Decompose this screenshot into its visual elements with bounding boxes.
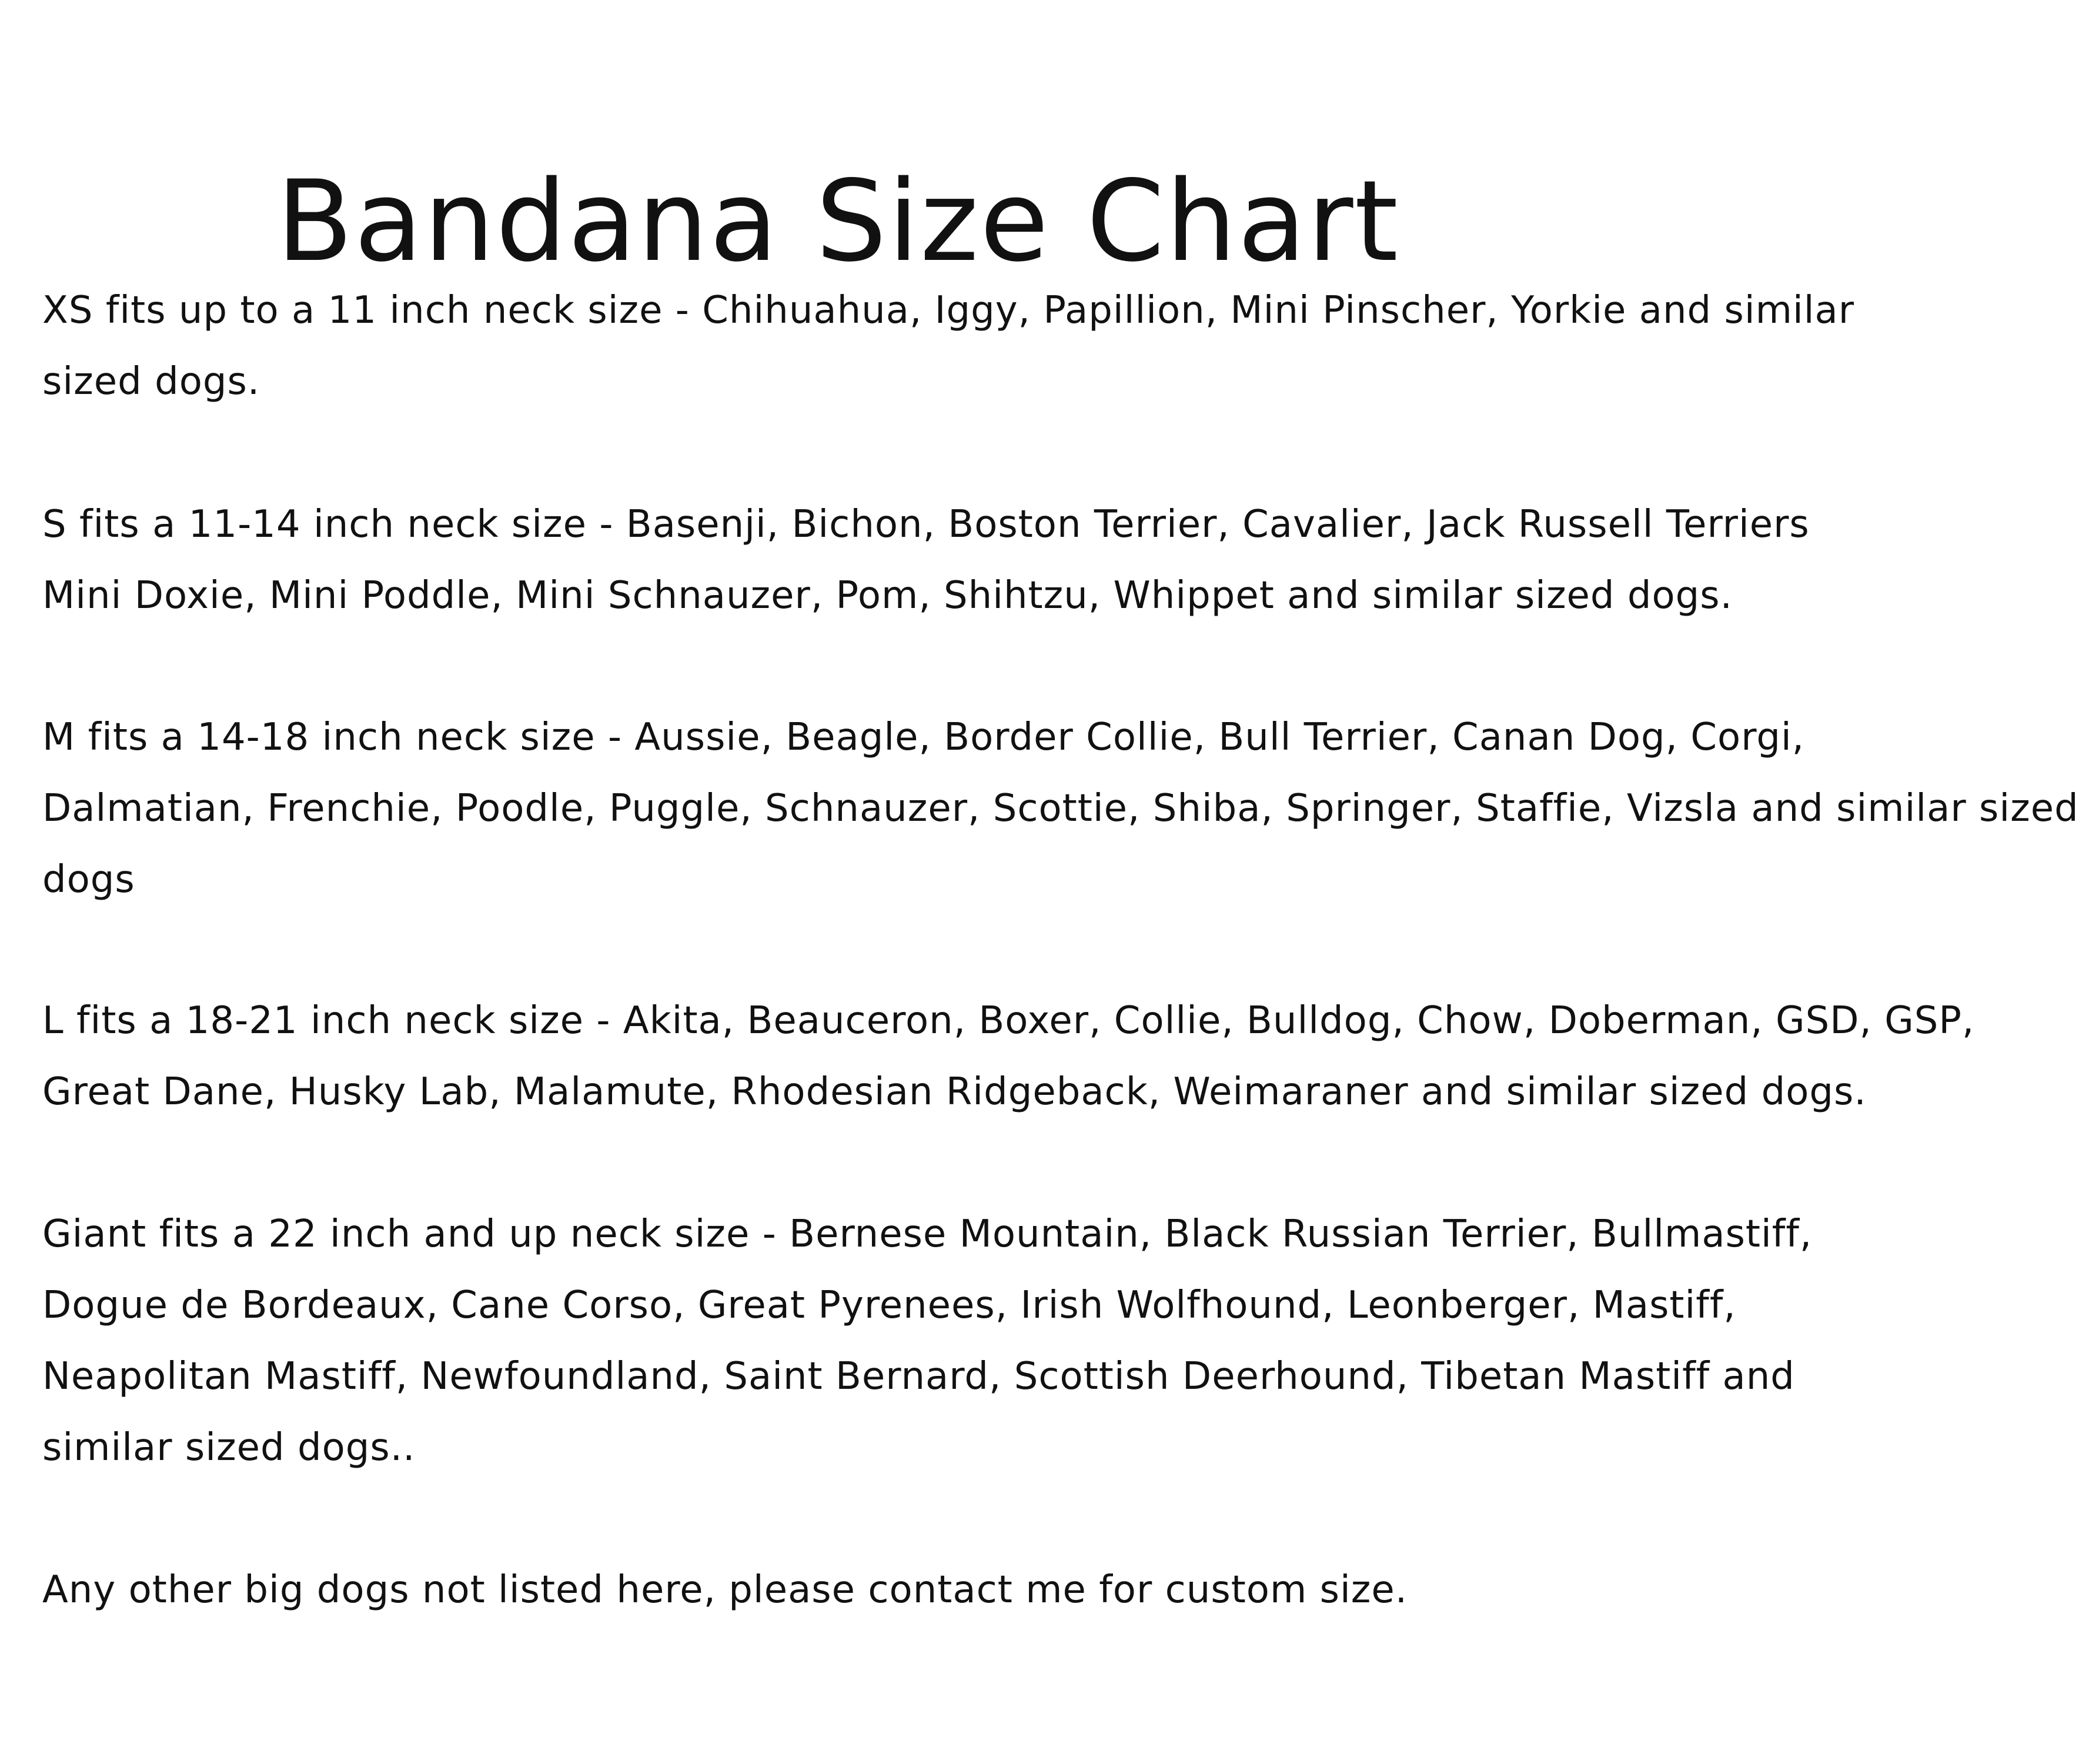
size-giant-line-2: Dogue de Bordeaux, Cane Corso, Great Pyrenees, Irish Wolfhound, Leonberger, Mastiff, <box>42 1284 1736 1327</box>
size-m-line-2: Dalmatian, Frenchie, Poodle, Puggle, Schnauzer, Scottie, Shiba, Springer, Staffie, Vizsla and similar sized <box>42 787 2079 830</box>
size-l-paragraph <box>42 985 1974 1128</box>
size-xs-paragraph <box>42 275 1854 417</box>
size-s-line-1: S fits a 11-14 inch neck size - Basenji, Bichon, Boston Terrier, Cavalier, Jack Russell Terriers <box>42 503 1810 546</box>
size-xs-line-2: sized dogs. <box>42 360 260 403</box>
size-l-line-2: Great Dane, Husky Lab, Malamute, Rhodesian Ridgeback, Weimaraner and similar sized dogs. <box>42 1070 1867 1114</box>
page-title: Bandana Size Chart <box>276 156 1400 287</box>
size-xs-line-1: XS fits up to a 11 inch neck size - Chihuahua, Iggy, Papillion, Mini Pinscher, Yorkie and similar <box>42 289 1855 332</box>
custom-size-note-line-1: Any other big dogs not listed here, please contact me for custom size. <box>42 1568 1408 1612</box>
custom-size-note <box>42 1555 1408 1626</box>
size-giant-line-4: similar sized dogs.. <box>42 1426 416 1469</box>
size-giant-line-3: Neapolitan Mastiff, Newfoundland, Saint Bernard, Scottish Deerhound, Tibetan Mastiff and <box>42 1355 1795 1398</box>
size-m-line-3: dogs <box>42 858 135 901</box>
size-m-line-1: M fits a 14-18 inch neck size - Aussie, Beagle, Border Collie, Bull Terrier, Canan Dog, Corgi, <box>42 716 1805 759</box>
size-giant-paragraph <box>42 1199 1812 1484</box>
size-m-paragraph <box>42 702 2079 916</box>
size-s-line-2: Mini Doxie, Mini Poddle, Mini Schnauzer, Pom, Shihtzu, Whippet and similar sized dogs. <box>42 574 1733 617</box>
size-giant-line-1: Giant fits a 22 inch and up neck size - Bernese Mountain, Black Russian Terrier, Bullmastiff, <box>42 1212 1813 1256</box>
size-l-line-1: L fits a 18-21 inch neck size - Akita, Beauceron, Boxer, Collie, Bulldog, Chow, Doberman, GSD, GSP, <box>42 999 1975 1043</box>
size-s-paragraph <box>42 489 1810 632</box>
